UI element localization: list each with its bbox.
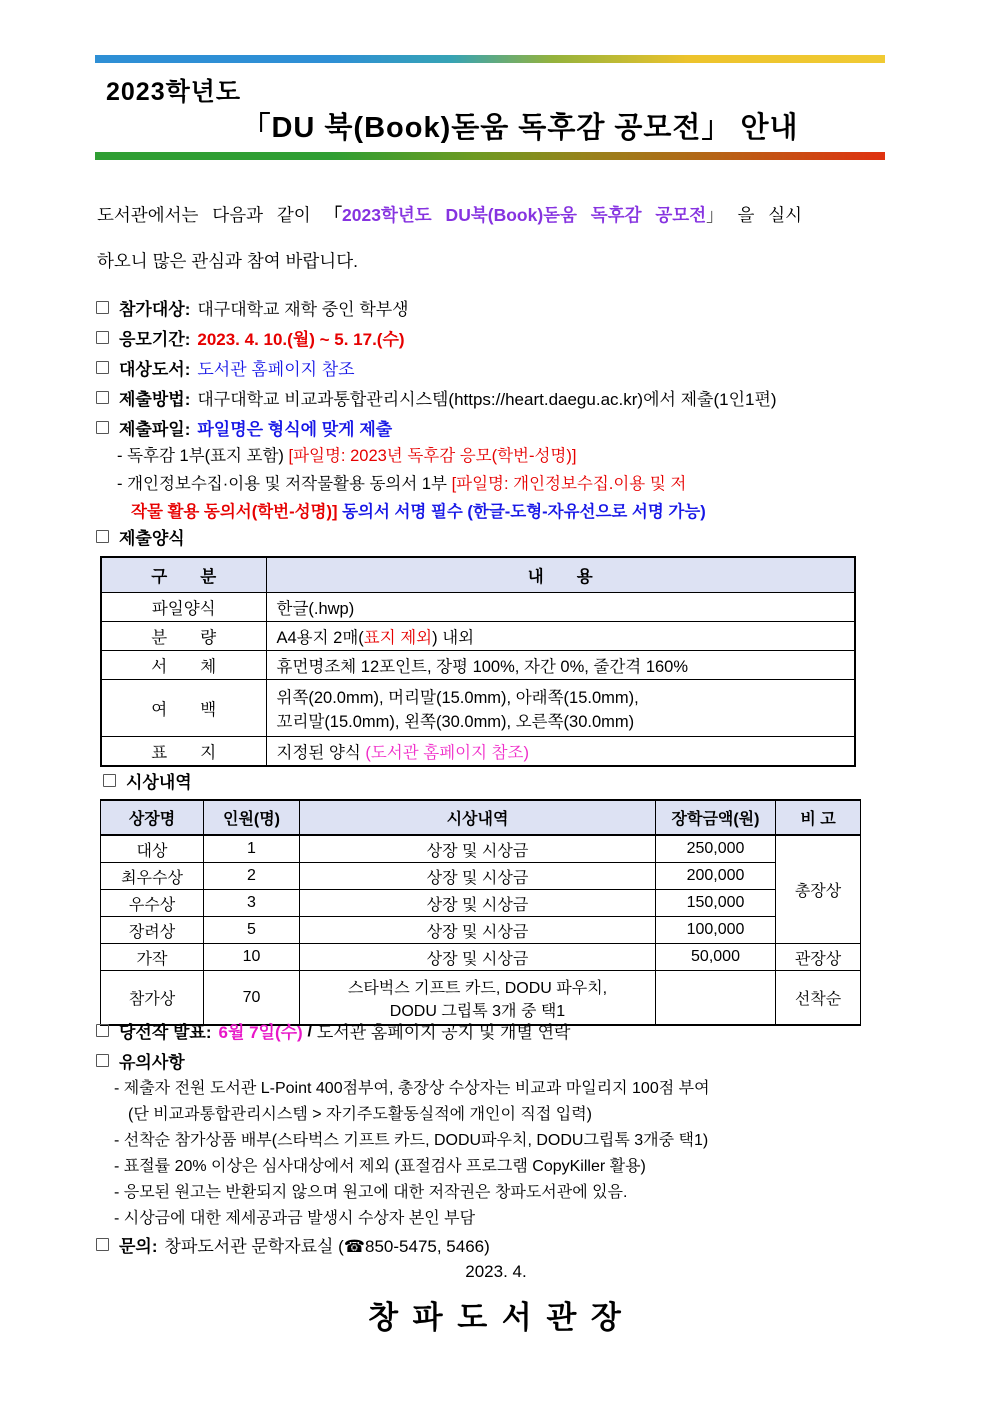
section-awards: 시상내역 — [103, 768, 192, 793]
merged-note-cell: 총장상 — [776, 835, 861, 944]
announcement-date: 6월 7일(수) — [218, 1023, 303, 1042]
item-label: 참가대상: — [119, 299, 191, 319]
list-item-period — [96, 322, 926, 352]
item-label: 제출파일: — [119, 419, 191, 439]
intro-line2: 하오니 많은 관심과 참여 바랍니다. — [97, 251, 358, 271]
announcement-method: 도서관 홈페이지 공지 및 개별 연락 — [316, 1023, 571, 1042]
checkbox-bullet-icon — [96, 391, 109, 404]
item-label: 제출방법: — [119, 389, 191, 409]
item-value: 파일명은 형식에 맞게 제출 — [197, 419, 393, 439]
notice-item: - 시상금에 대한 제세공과금 발생시 수상자 본인 부담 — [114, 1210, 476, 1227]
table-header-row — [101, 557, 855, 593]
table-row: 대상 1 상장 및 시상금 250,000 총장상 — [101, 835, 861, 863]
checkbox-bullet-icon — [96, 530, 109, 543]
list-item-books — [96, 352, 926, 382]
item-label: 응모기간: — [119, 329, 191, 349]
checkbox-bullet-icon — [96, 1024, 109, 1037]
table-row: 우수상 3 상장 및 시상금 150,000 — [101, 890, 861, 917]
notice-item: - 응모된 원고는 반환되지 않으며 원고에 대한 저작권은 창파도서관에 있음. — [114, 1184, 628, 1201]
column-header: 시상내역 — [300, 800, 656, 835]
list-item-files — [96, 412, 926, 442]
winner-announcement: 당선작 발표: 6월 7일(수) / 도서관 홈페이지 공지 및 개별 연락 — [96, 1018, 956, 1043]
sub-item-report: - 독후감 1부(표지 포함) [파일명: 2023년 독후감 응모(학번-성명)] — [117, 447, 577, 465]
checkbox-bullet-icon — [103, 774, 116, 787]
table-row: 서 체 휴먼명조체 12포인트, 장평 100%, 자간 0%, 줄간격 160% — [101, 651, 855, 680]
checkbox-bullet-icon — [96, 1238, 109, 1251]
table-row: 최우수상 2 상장 및 시상금 200,000 — [101, 863, 861, 890]
notice-item: - 제출자 전원 도서관 L-Point 400점부여, 총장상 수상자는 비교과 마일리지 100점 부여 — [114, 1080, 710, 1097]
table-row: 여 백 위쪽(20.0mm), 머리말(15.0mm), 아래쪽(15.0mm), 꼬리말(15.0mm), 왼쪽(30.0mm), 오른쪽(30.0mm) — [101, 680, 855, 737]
notice-item-cont: (단 비교과통합관리시스템 > 자기주도활동실적에 개인이 직접 입력) — [128, 1106, 592, 1123]
column-header: 비 고 — [776, 800, 861, 835]
column-header: 장학금액(원) — [656, 800, 776, 835]
item-label: 대상도서: — [119, 359, 191, 379]
top-gradient-rule — [95, 55, 885, 63]
title-gradient-rule — [95, 152, 885, 160]
checkbox-bullet-icon — [96, 331, 109, 344]
info-list — [96, 292, 926, 442]
notice-list — [114, 1076, 974, 1232]
header-year: 2023학년도 — [106, 78, 242, 106]
director-signature: 창 파 도 서 관 장 — [368, 1300, 624, 1335]
item-value: 도서관 홈페이지 참조 — [197, 359, 355, 379]
signature-requirement: 동의서 서명 필수 (한글-도형-자유선으로 서명 가능) — [337, 503, 706, 521]
table-row: 가작 10 상장 및 시상금 50,000 관장상 — [101, 944, 861, 971]
format-table — [100, 556, 856, 767]
notice-item: - 선착순 참가상품 배부(스타벅스 기프트 카드, DODU파우치, DODU그립톡 3개중 택1) — [114, 1132, 709, 1149]
table-row: 참가상 70 스타벅스 기프트 카드, DODU 파우치, DODU 그립톡 3개 중 택1 선착순 — [101, 971, 861, 1026]
checkbox-bullet-icon — [96, 301, 109, 314]
table-row: 장려상 5 상장 및 시상금 100,000 — [101, 917, 861, 944]
separator: / — [302, 1020, 317, 1040]
checkbox-bullet-icon — [96, 421, 109, 434]
list-item-method — [96, 382, 926, 412]
column-header: 내 용 — [266, 557, 855, 593]
homepage-reference-note: (도서관 홈페이지 참조) — [365, 744, 529, 762]
intro-contest-title: 2023학년도 DU북(Book)돋움 독후감 공모전 — [342, 205, 707, 225]
file-sublist — [117, 442, 937, 526]
contact-line: 문의: 창파도서관 문학자료실 (☎850-5475, 5466) — [96, 1232, 956, 1257]
sub-item-consent-cont — [117, 498, 937, 526]
column-header: 인원(명) — [204, 800, 300, 835]
page-title: 「DU 북(Book)돋움 독후감 공모전」 안내 — [241, 112, 799, 144]
item-value: 대구대학교 비교과통합관리시스템(https://heart.daegu.ac.kr)에서 제출(1인1편) — [197, 389, 777, 409]
contact-value: 창파도서관 문학자료실 (☎850-5475, 5466) — [164, 1237, 490, 1256]
table-row: 파일양식 한글(.hwp) — [101, 593, 855, 622]
cover-excluded-note: 표지 제외 — [363, 629, 433, 647]
column-header: 구 분 — [101, 557, 266, 593]
column-header: 상장명 — [101, 800, 204, 835]
list-item-target — [96, 292, 926, 322]
table-header-row — [101, 800, 861, 835]
section-notice: 유의사항 — [96, 1048, 185, 1073]
notice-item: - 표절률 20% 이상은 심사대상에서 제외 (표절검사 프로그램 CopyKiller 활용) — [114, 1158, 646, 1175]
item-value: 대구대학교 재학 중인 학부생 — [197, 299, 409, 319]
table-row: 표 지 지정된 양식 (도서관 홈페이지 참조) — [101, 737, 855, 767]
checkbox-bullet-icon — [96, 361, 109, 374]
item-value: 2023. 4. 10.(월) ~ 5. 17.(수) — [197, 329, 405, 349]
sub-item-consent: - 개인정보수집·이용 및 저작물활용 동의서 1부 [파일명: 개인정보수집.이용 및 저 — [117, 475, 687, 493]
bracket-open: 「 — [324, 205, 343, 225]
checkbox-bullet-icon — [96, 1054, 109, 1067]
filename-note: [파일명: 개인정보수집.이용 및 저 — [451, 475, 687, 493]
award-table — [100, 799, 861, 1026]
filename-note-cont: 작물 활용 동의서(학번-성명)] — [131, 503, 338, 521]
intro-line1: 도서관에서는 다음과 같이 「2023학년도 DU북(Book)돋움 독후감 공모전」 을 실시 — [97, 205, 803, 225]
footer-date: 2023. 4. — [465, 1262, 527, 1281]
filename-note: [파일명: 2023년 독후감 응모(학번-성명)] — [288, 447, 577, 465]
section-format: 제출양식 — [96, 524, 185, 549]
table-row: 분 량 A4용지 2매(표지 제외) 내외 — [101, 622, 855, 651]
intro-paragraph — [97, 192, 909, 284]
